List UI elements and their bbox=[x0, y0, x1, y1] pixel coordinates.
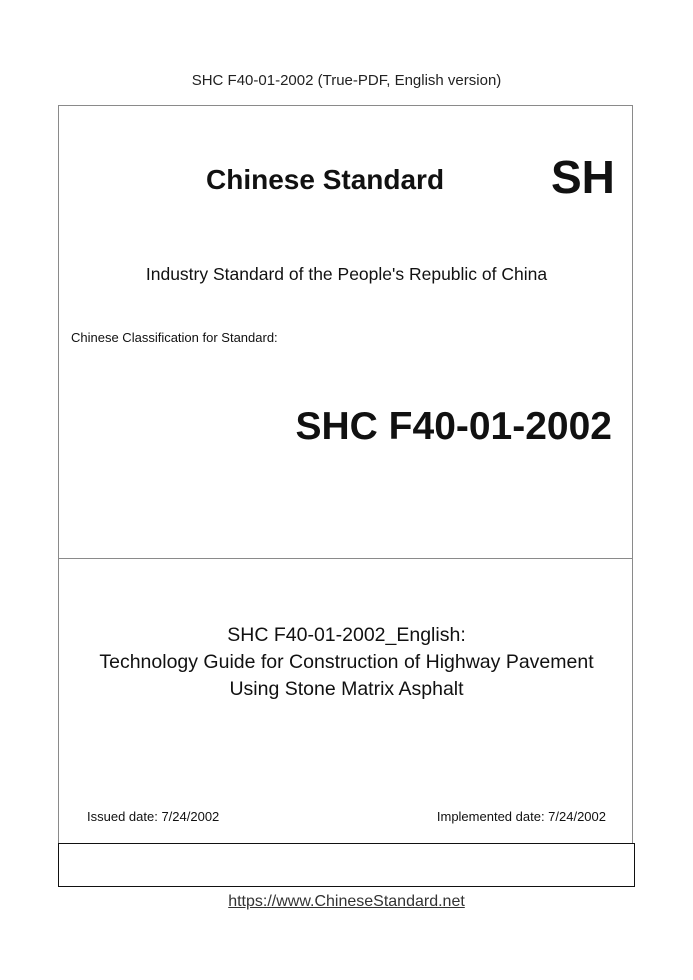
classification-label: Chinese Classification for Standard: bbox=[71, 330, 278, 345]
industry-standard-line: Industry Standard of the People's Republic of China bbox=[145, 264, 548, 284]
document-header: SHC F40-01-2002 (True-PDF, English version) bbox=[191, 72, 502, 89]
issued-date: Issued date: 7/24/2002 bbox=[87, 809, 220, 824]
implemented-date: Implemented date: 7/24/2002 bbox=[436, 809, 606, 824]
document-title-line-3: Using Stone Matrix Asphalt bbox=[229, 678, 464, 700]
document-title bbox=[58, 622, 635, 703]
cover-frame-bottom bbox=[58, 843, 635, 887]
website-link[interactable]: https://www.ChineseStandard.net bbox=[228, 893, 465, 910]
document-title-line-1: SHC F40-01-2002_English: bbox=[227, 624, 466, 646]
document-title-line-2: Technology Guide for Construction of Highway Pavement bbox=[99, 651, 594, 673]
standard-code-mark: SH bbox=[551, 151, 615, 203]
standard-number: SHC F40-01-2002 bbox=[295, 405, 612, 448]
cover-title: Chinese Standard bbox=[206, 164, 445, 195]
